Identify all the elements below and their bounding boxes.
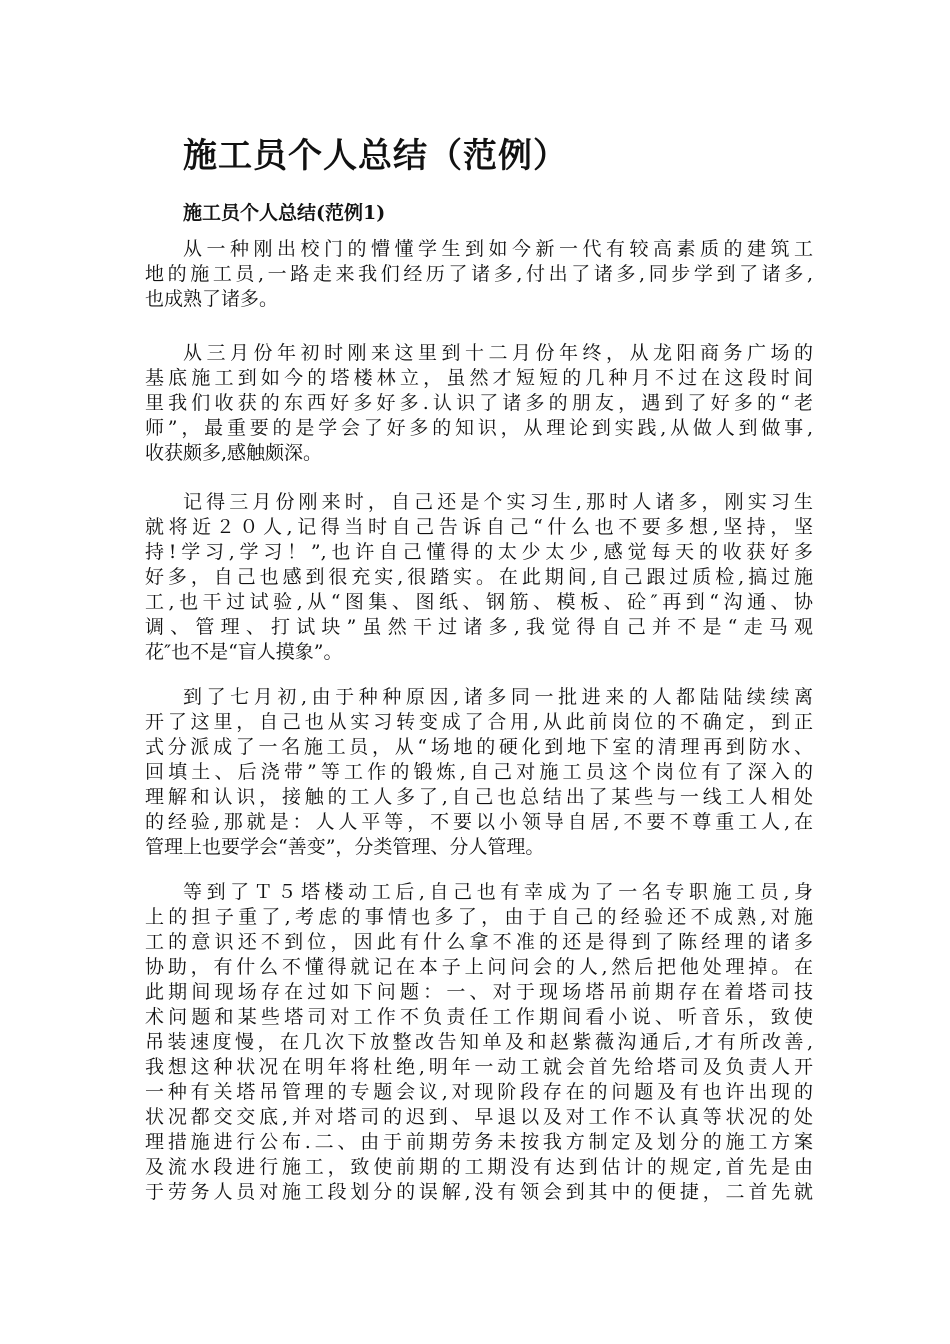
paragraph-line: 我想这种状况在明年将杜绝,明年一动工就会首先给塔司及负责人开 [145,1056,813,1078]
paragraph-line: 里我们收获的东西好多好多.认识了诸多的朋友，遇到了好多的“老 [145,392,813,414]
paragraph-line: 也成熟了诸多。 [145,288,279,310]
paragraph [145,685,813,860]
paragraph-line: 师”，最重要的是学会了好多的知识，从理论到实践,从做人到做事, [145,417,813,439]
paragraph [145,880,813,1205]
paragraph-line: 术问题和某些塔司对工作不负责任工作期间看小说、听音乐，致使 [145,1006,813,1028]
paragraph-line: 及流水段进行施工，致使前期的工期没有达到估计的规定,首先是由 [145,1156,813,1178]
document-subtitle: 施工员个人总结(范例1) [183,202,386,224]
paragraph-line: 管理上也要学会“善变”，分类管理、分人管理。 [145,836,545,858]
paragraph-line: 于劳务人员对施工段划分的误解,没有领会到其中的便捷，二首先就 [145,1181,813,1203]
paragraph-line: 此期间现场存在过如下问题：一、对于现场塔吊前期存在着塔司技 [145,981,813,1003]
document-title: 施工员个人总结（范例） [183,136,568,176]
paragraph [145,237,813,312]
paragraph-line: 地的施工员,一路走来我们经历了诸多,付出了诸多,同步学到了诸多, [145,263,813,285]
paragraph-line: 状况都交交底,并对塔司的迟到、早退以及对工作不认真等状况的处 [145,1106,813,1128]
paragraph-line: 从一种刚出校门的懵懂学生到如今新一代有较高素质的建筑工 [183,238,813,260]
paragraph-line: 上的担子重了,考虑的事情也多了，由于自己的经验还不成熟,对施 [145,906,813,928]
paragraph-line: 从三月份年初时刚来这里到十二月份年终，从龙阳商务广场的 [183,342,813,364]
paragraph-line: 就将近２０人,记得当时自己告诉自己“什么也不要多想,坚持，坚 [145,516,813,538]
paragraph-line: 开了这里，自己也从实习转变成了合用,从此前岗位的不确定，到正 [145,711,813,733]
paragraph-line: 协助，有什么不懂得就记在本子上问问会的人,然后把他处理掉。在 [145,956,813,978]
paragraph-line: 理措施进行公布.二、由于前期劳务未按我方制定及划分的施工方案 [145,1131,813,1153]
paragraph-line: 花″也不是“盲人摸象”。 [145,641,343,663]
paragraph-line: 工的意识还不到位，因此有什么拿不准的还是得到了陈经理的诸多 [145,931,813,953]
paragraph-line: 式分派成了一名施工员，从“场地的硬化到地下室的清理再到防水、 [145,736,813,758]
paragraph-line: 到了七月初,由于种种原因,诸多同一批进来的人都陆陆续续离 [183,686,813,708]
paragraph [145,490,813,665]
paragraph-line: 工,也干过试验,从“图集、图纸、钢筋、模板、砼″再到“沟通、协 [145,591,813,613]
paragraph-line: 基底施工到如今的塔楼林立，虽然才短短的几种月不过在这段时间 [145,367,813,389]
paragraph-line: 吊装速度慢，在几次下放整改告知单及和赵紫薇沟通后,才有所改善, [145,1031,813,1053]
paragraph-line: 持!学习,学习！”,也许自己懂得的太少太少,感觉每天的收获好多 [145,541,813,563]
paragraph-line: 收获颇多,感触颇深。 [145,442,323,464]
paragraph-line: 调、管理、打试块”虽然干过诸多,我觉得自己并不是“走马观 [145,616,813,638]
paragraph-line: 理解和认识，接触的工人多了,自己也总结出了某些与一线工人相处 [145,786,813,808]
paragraph-line: 记得三月份刚来时，自己还是个实习生,那时人诸多，刚实习生 [183,491,813,513]
paragraph-line: 回填土、后浇带”等工作的锻炼,自己对施工员这个岗位有了深入的 [145,761,813,783]
paragraph-line: 等到了Ｔ５塔楼动工后,自己也有幸成为了一名专职施工员,身 [183,881,813,903]
paragraph-line: 好多，自己也感到很充实,很踏实。在此期间,自己跟过质检,搞过施 [145,566,813,588]
paragraph-line: 的经验,那就是：人人平等，不要以小领导自居,不要不尊重工人,在 [145,811,813,833]
paragraph-line: 一种有关塔吊管理的专题会议,对现阶段存在的问题及有也许出现的 [145,1081,813,1103]
paragraph [145,341,813,466]
